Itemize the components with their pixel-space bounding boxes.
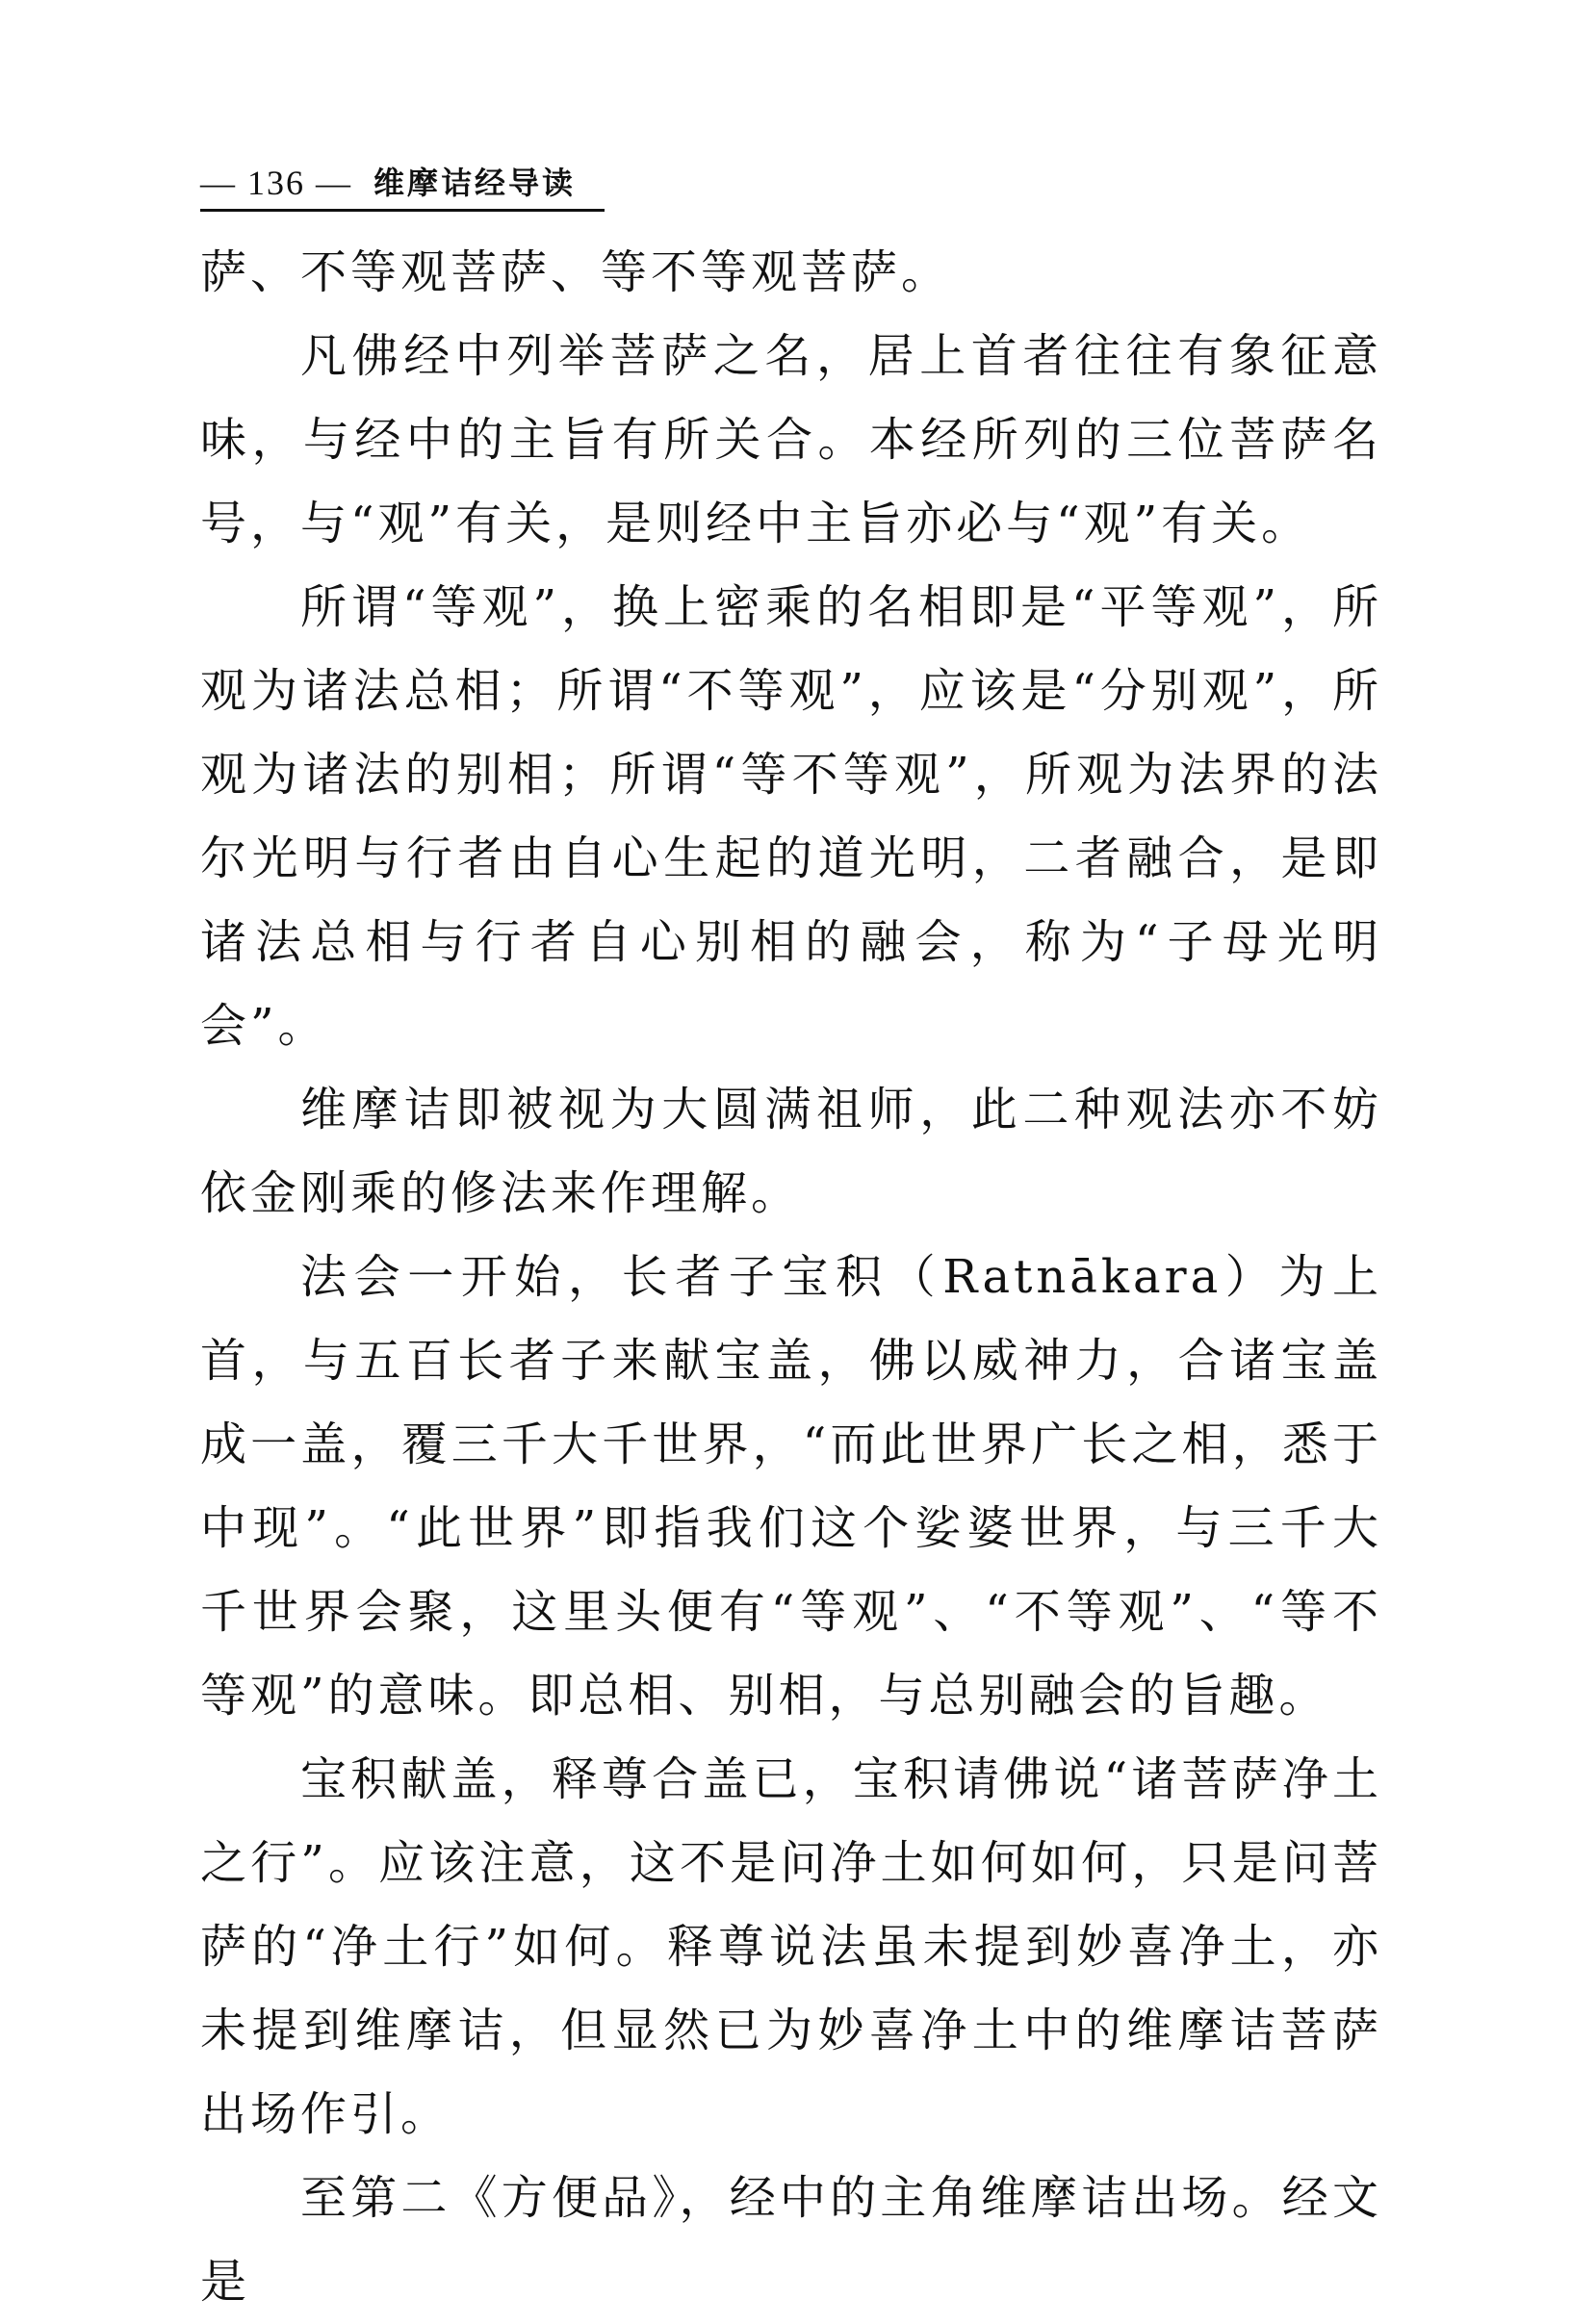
book-title: 维摩诘经导读 (373, 165, 577, 201)
paragraph-6: 宝积献盖，释尊合盖已，宝积请佛说“诸菩萨净土之行”。应该注意，这不是问净土如何如何，只是问菩萨的“净土行”如何。释尊说法虽未提到妙喜净土，亦未提到维摩诘，但显然已为妙喜净土中的维摩诘菩萨出场作引。 (200, 1752, 1382, 2141)
paragraph-4: 维摩诘即被视为大圆满祖师，此二种观法亦不妨依金刚乘的修法来作理解。 (200, 1083, 1382, 1220)
paragraph-5: 法会一开始，长者子宝积（Ratnākara）为上首，与五百长者子来献宝盖，佛以威神力，合诸宝盖成一盖，覆三千大千世界，“而此世界广长之相，悉于中现”。“此世界”即指我们这个娑婆世界，与三千大千世界会聚，这里头便有“等观”、“不等观”、“等不等观”的意味。即总相、别相，与总别融会的旨趣。 (200, 1250, 1382, 1723)
paragraph-1: 萨、不等观菩萨、等不等观菩萨。 (200, 245, 952, 299)
paragraph-3: 所谓“等观”，换上密乘的名相即是“平等观”，所观为诸法总相；所谓“不等观”，应该是“分别观”，所观为诸法的别相；所谓“等不等观”，所观为法界的法尔光明与行者由自心生起的道光明，二者融合，是即诸法总相与行者自心别相的融会，称为“子母光明会”。 (200, 580, 1382, 1053)
body-text (200, 231, 1382, 2324)
paragraph-2: 凡佛经中列举菩萨之名，居上首者往往有象征意味，与经中的主旨有所关合。本经所列的三位菩萨名号，与“观”有关，是则经中主旨亦必与“观”有关。 (200, 329, 1382, 550)
page-number: — 136 — (200, 164, 352, 202)
running-header (200, 152, 605, 212)
paragraph-7: 至第二《方便品》，经中的主角维摩诘出场。经文是 (200, 2171, 1382, 2309)
